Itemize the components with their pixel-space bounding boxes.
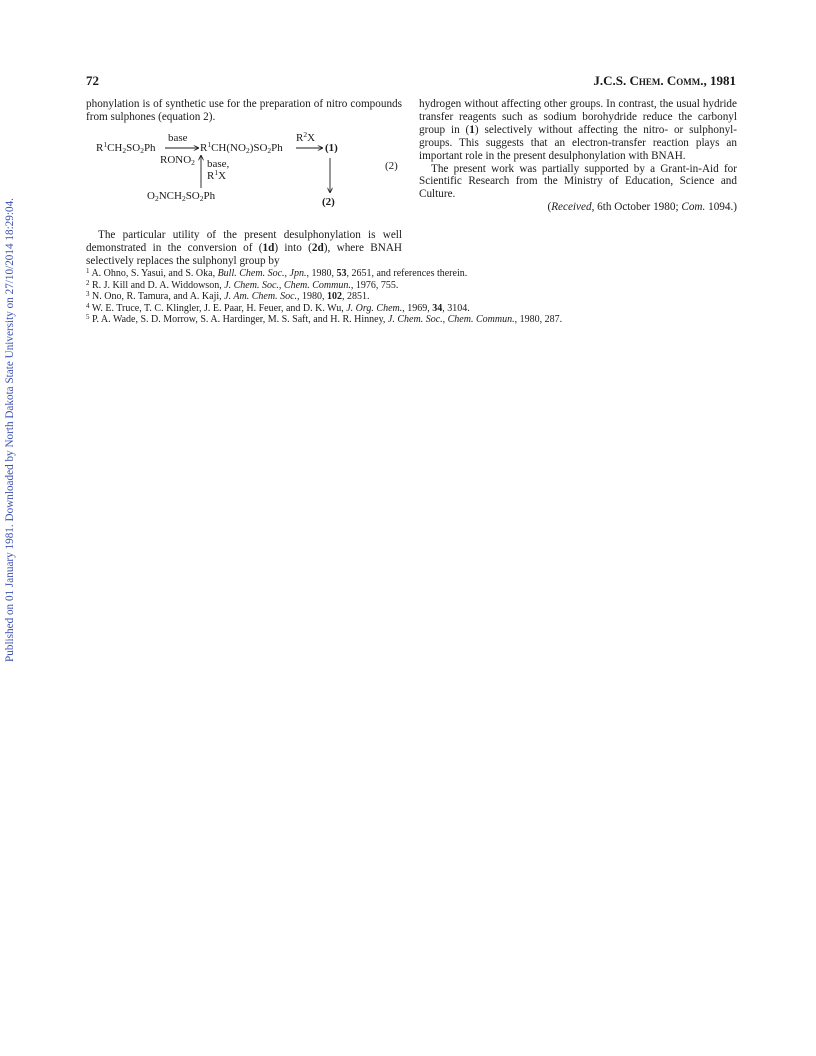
references bbox=[86, 268, 736, 326]
nitro-sulphone: $R^1CH(NO_2)SO_2Ph$ bbox=[200, 139, 283, 155]
page-header bbox=[86, 73, 736, 89]
journal-abbrev: J.C.S. bbox=[593, 73, 627, 88]
reaction-scheme bbox=[86, 129, 402, 228]
starting-sulphone: $R^1CH_2SO_2Ph$ bbox=[96, 139, 156, 155]
reagent-r1x: $R^1X$ bbox=[207, 167, 227, 182]
download-watermark bbox=[2, 195, 18, 665]
reference-item: $^2$ R. J. Kill and D. A. Widdowson, J. Chem. Soc., Chem. Commun., 1976, 755. bbox=[86, 278, 399, 291]
product-2-label: (2) bbox=[322, 195, 335, 208]
reagent-rono2: $RONO_2$ bbox=[160, 153, 195, 167]
download-watermark-text: Published on 01 January 1981. Downloaded by North Dakota State University on 27/10/2014 18:29:04. bbox=[4, 198, 16, 662]
left-column bbox=[86, 98, 402, 268]
paragraph: phonylation is of synthetic use for the preparation of nitro compounds from sulphones (equation 2). bbox=[86, 98, 402, 123]
journal-name: Chem. Comm. bbox=[629, 73, 704, 88]
acknowledgement: The present work was partially supported by a Grant-in-Aid for Scientific Research from the Ministry of Education, Science and Culture. bbox=[419, 162, 737, 201]
reference-item: $^5$ P. A. Wade, S. D. Morrow, S. A. Hardinger, M. S. Saft, and H. R. Hinney, J. Chem. Soc., Chem. Commun., 1980, 287. bbox=[86, 313, 563, 326]
paragraph: hydrogen without affecting other groups. In contrast, the usual hydride transfer reagents such as sodium borohydride reduce the carbonyl group in (1) selectively without affecting the nitro- or sulphonyl-groups. This suggests that an electron-transfer reaction plays an important role in the present desulphonylation with BNAH. bbox=[419, 98, 737, 162]
right-column bbox=[419, 98, 737, 214]
received-line: (Received, 6th October 1980; Com. 1094.) bbox=[547, 201, 737, 214]
product-1-label: (1) bbox=[325, 141, 338, 154]
journal-title: J.C.S. Chem. Comm., 1981 bbox=[593, 73, 736, 88]
reference-item: $^3$ N. Ono, R. Tamura, and A. Kaji, J. Am. Chem. Soc., 1980, 102, 2851. bbox=[86, 290, 370, 303]
nitromethyl-sulphone: $O_2NCH_2SO_2Ph$ bbox=[147, 189, 216, 203]
equation-number: (2) bbox=[385, 159, 398, 172]
journal-year: 1981 bbox=[710, 73, 736, 88]
reagent-base: base bbox=[168, 131, 188, 144]
page-number: 72 bbox=[86, 73, 99, 88]
reference-item: $^1$ A. Ohno, S. Yasui, and S. Oka, Bull. Chem. Soc., Jpn., 1980, 53, 2651, and references therein. bbox=[86, 267, 468, 279]
reference-item: $^4$ W. E. Truce, T. C. Klingler, J. E. Paar, H. Feuer, and D. K. Wu, J. Org. Chem., 1969, 34, 3104. bbox=[86, 301, 470, 314]
reagent-base-2: base, bbox=[207, 157, 230, 170]
reagent-r2x: $R^2X$ bbox=[296, 129, 316, 144]
paragraph: The particular utility of the present desulphonylation is well demonstrated in the conversion of (1d) into (2d), where BNAH selectively replaces the sulphonyl group by bbox=[86, 228, 402, 267]
